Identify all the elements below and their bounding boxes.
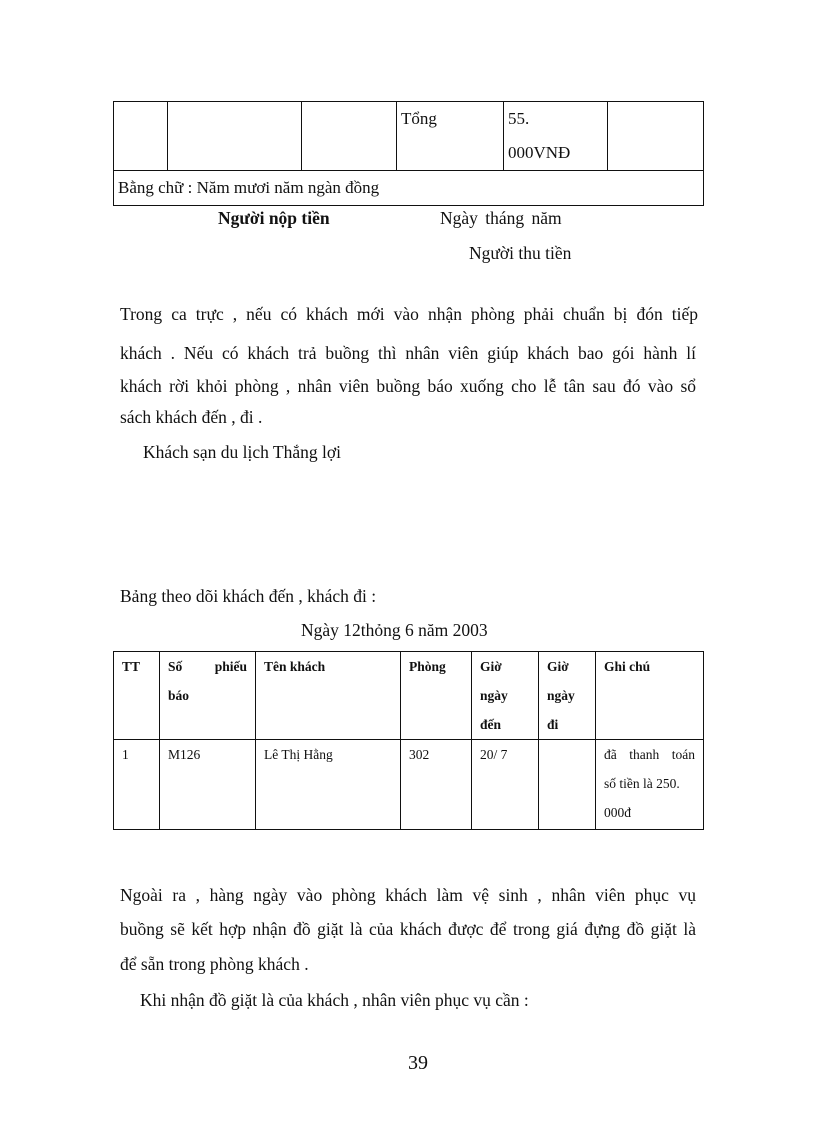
row-note-word-b: thanh	[629, 747, 660, 762]
row-room	[401, 740, 472, 830]
receipt-empty-cell	[608, 102, 704, 171]
receipt-table	[113, 101, 704, 206]
row-note-line-2: số tiền là 250.	[604, 776, 680, 791]
row-tt-text: 1	[122, 747, 129, 762]
header-departure-line-1: Giờ	[547, 659, 569, 674]
header-ticket-word-a: Số	[168, 659, 183, 674]
row-tt	[114, 740, 160, 830]
row-ticket-text: M126	[168, 747, 201, 762]
paragraph-2-line-1: Ngoài ra , hàng ngày vào phòng khách làm vệ sinh , nhân viên phục vụ	[120, 885, 696, 905]
paragraph-1-line-4: sách khách đến , đi .	[120, 407, 263, 427]
date-signature-label: Ngày tháng năm	[440, 208, 562, 228]
header-ticket-word-b: phiếu	[214, 659, 247, 674]
header-tt-text: TT	[122, 659, 141, 674]
hotel-name: Khách sạn du lịch Thắng lợi	[143, 442, 341, 462]
receipt-total-label	[397, 102, 504, 171]
header-ticket-line-2: báo	[168, 688, 190, 703]
receiver-signature-label: Người thu tiền	[469, 243, 572, 263]
receipt-amount	[504, 102, 608, 171]
header-departure-line-2: ngày	[547, 688, 575, 703]
receipt-empty-cell	[302, 102, 397, 171]
table-row	[114, 740, 704, 830]
row-note	[596, 740, 704, 830]
header-note-text: Ghi chú	[604, 659, 651, 674]
paragraph-1-line-1: Trong ca trực , nếu có khách mới vào nhận phòng phải chuẩn bị đón tiếp	[120, 304, 698, 324]
paragraph-2-line-2: buồng sẽ kết hợp nhận đồ giặt là của khách được để trong giá đựng đồ giặt là	[120, 919, 696, 939]
header-name	[256, 652, 401, 740]
row-note-line-3: 000đ	[604, 805, 631, 820]
header-name-text: Tên khách	[264, 659, 326, 674]
receipt-empty-cell	[168, 102, 302, 171]
amount-line-2: 000VNĐ	[508, 143, 571, 162]
row-room-text: 302	[409, 747, 430, 762]
guest-table-caption: Bảng theo dõi khách đến , khách đi :	[120, 586, 377, 606]
guest-table-header-row	[114, 652, 704, 740]
payer-signature-label: Người nộp tiền	[218, 208, 330, 228]
header-ticket-line-1	[168, 652, 247, 681]
row-arrival	[472, 740, 539, 830]
header-tt	[114, 652, 160, 740]
total-label-text: Tổng	[401, 109, 437, 128]
header-arrival-line-2: ngày	[480, 688, 508, 703]
header-room-text: Phòng	[409, 659, 446, 674]
row-note-word-a: đã	[604, 747, 617, 762]
guest-table	[113, 651, 704, 830]
paragraph-1-line-3: khách rời khỏi phòng , nhân viên buồng báo xuống cho lễ tân sau đó vào sổ	[120, 376, 696, 396]
header-room	[401, 652, 472, 740]
row-guest-name-text: Lê Thị Hằng	[264, 747, 333, 762]
header-arrival	[472, 652, 539, 740]
amount-line-1: 55.	[508, 109, 530, 128]
header-departure	[539, 652, 596, 740]
header-note	[596, 652, 704, 740]
row-arrival-text: 20/ 7	[480, 747, 508, 762]
header-departure-line-3: đi	[547, 717, 559, 732]
header-arrival-line-1: Giờ	[480, 659, 502, 674]
paragraph-3: Khi nhận đồ giặt là của khách , nhân viên phục vụ cần :	[140, 990, 529, 1010]
amount-in-words	[114, 171, 704, 206]
header-ticket	[160, 652, 256, 740]
row-ticket	[160, 740, 256, 830]
guest-table-date: Ngày 12thỏng 6 năm 2003	[301, 620, 488, 640]
row-guest-name	[256, 740, 401, 830]
paragraph-1-line-2: khách . Nếu có khách trả buồng thì nhân viên giúp khách bao gói hành lí	[120, 343, 696, 363]
page-number: 39	[408, 1052, 428, 1074]
row-departure	[539, 740, 596, 830]
receipt-words-row	[114, 171, 704, 206]
row-note-word-c: toán	[671, 747, 695, 762]
paragraph-2-line-3: để sẵn trong phòng khách .	[120, 954, 309, 974]
row-note-line-1	[604, 740, 695, 769]
header-arrival-line-3: đến	[480, 717, 502, 732]
receipt-total-row	[114, 102, 704, 171]
receipt-empty-cell	[114, 102, 168, 171]
amount-in-words-text: Bằng chữ : Năm mươi năm ngàn đồng	[118, 178, 380, 197]
